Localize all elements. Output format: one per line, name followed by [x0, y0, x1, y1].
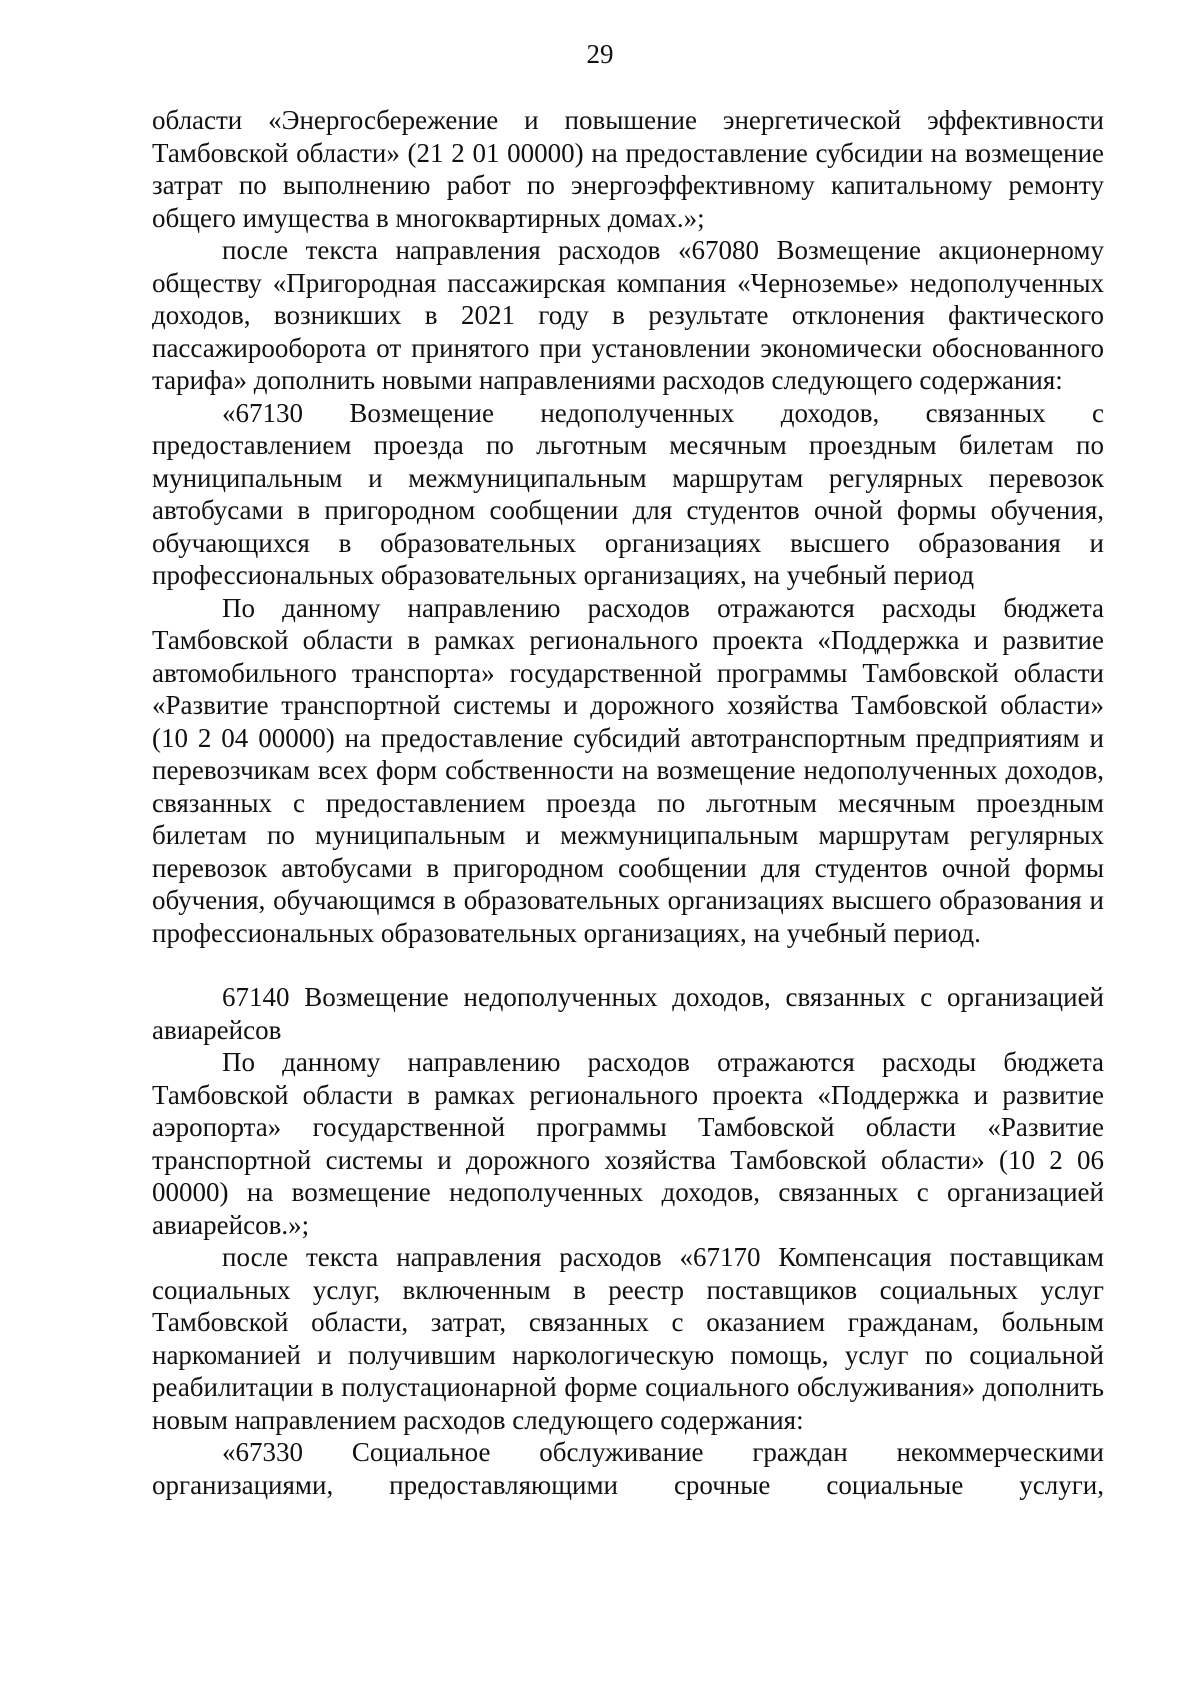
paragraph-5: 67140 Возмещение недополученных доходов, связанных с организацией авиарейсов [152, 982, 1104, 1045]
paragraph-8: «67330 Социальное обслуживание граждан некоммерческими организациями, предоставляющими срочные социальные услуги, [152, 1437, 1104, 1500]
page-number: 29 [586, 39, 614, 69]
paragraph-3: «67130 Возмещение недополученных доходов, связанных с предоставлением проезда по льготным месячным проездным билетам по муниципальным и межмуниципальным маршрутам регулярных перевозок автобусами в пригородном сообщении для студентов очной формы обучения, обучающихся в образовательных организациях высшего образования и профессиональных образовательных организациях, на учебный период [152, 397, 1104, 590]
paragraph-1: области «Энергосбережение и повышение энергетической эффективности Тамбовской области» (21 2 01 00000) на предоставление субсидии на возмещение затрат по выполнению работ по энергоэффективному капитальному ремонту общего имущества в многоквартирных домах.»; [152, 105, 1104, 233]
paragraph-4: По данному направлению расходов отражаются расходы бюджета Тамбовской области в рамках регионального проекта «Поддержка и развитие автомобильного транспорта» государственной программы Тамбовской области «Развитие транспортной системы и дорожного хозяйства Тамбовской области» (10 2 04 00000) на предоставление субсидий автотранспортным предприятиям и перевозчикам всех форм собственности на возмещение недополученных доходов, связанных с предоставлением проезда по льготным месячным проездным билетам по муниципальным и межмуниципальным маршрутам регулярных перевозок автобусами в пригородном сообщении для студентов очной формы обучения, обучающимся в образовательных организациях высшего образования и профессиональных образовательных организациях, на учебный период. [152, 592, 1104, 948]
paragraph-7: после текста направления расходов «67170 Компенсация поставщикам социальных услуг, включенным в реестр поставщиков социальных услуг Тамбовской области, затрат, связанных с оказанием гражданам, больным наркоманией и получившим наркологическую помощь, услуг по социальной реабилитации в полустационарной форме социального обслуживания» дополнить новым направлением расходов следующего содержания: [152, 1242, 1104, 1435]
document-body [152, 104, 1104, 1501]
paragraph-6: По данному направлению расходов отражаются расходы бюджета Тамбовской области в рамках регионального проекта «Поддержка и развитие аэропорта» государственной программы Тамбовской области «Развитие транспортной системы и дорожного хозяйства Тамбовской области» (10 2 06 00000) на возмещение недополученных доходов, связанных с организацией авиарейсов.»; [152, 1047, 1104, 1240]
paragraph-2: после текста направления расходов «67080 Возмещение акционерному обществу «Пригородная пассажирская компания «Черноземье» недополученных доходов, возникших в 2021 году в результате отклонения фактического пассажирооборота от принятого при установлении экономически обоснованного тарифа» дополнить новыми направлениями расходов следующего содержания: [152, 235, 1104, 395]
